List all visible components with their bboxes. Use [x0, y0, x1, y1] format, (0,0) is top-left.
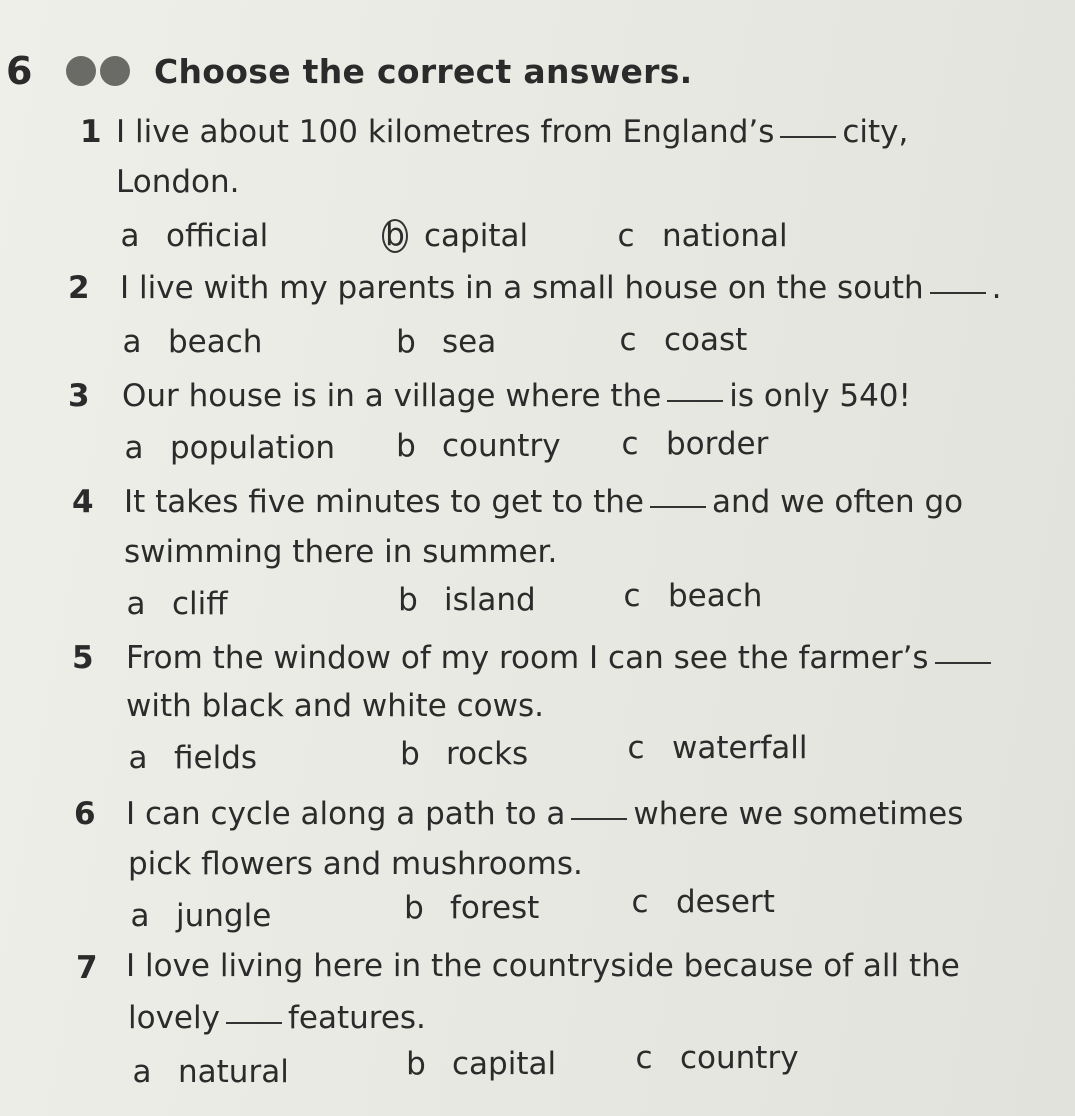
question-2-number: 2	[68, 270, 90, 306]
question-6-text-line-1: I can cycle along a path to a where we sometimes	[126, 796, 964, 832]
difficulty-dot-icon	[66, 56, 96, 86]
answer-blank[interactable]	[935, 662, 991, 664]
question-4-text-line-1: It takes five minutes to get to the and we often go	[124, 484, 964, 520]
question-5-text-line-1: From the window of my room I can see the farmer’s	[126, 640, 997, 676]
question-1-option-b[interactable]: b capital	[382, 218, 528, 254]
question-7-option-b[interactable]: b capital	[406, 1046, 557, 1082]
question-1-option-c[interactable]: c national	[617, 218, 788, 254]
question-4-number: 4	[72, 484, 94, 520]
question-1-option-a[interactable]: a official	[120, 218, 269, 254]
question-6-option-b[interactable]: b forest	[404, 890, 540, 926]
selected-circle-mark: b	[382, 219, 408, 253]
question-3-option-b[interactable]: b country	[396, 428, 561, 464]
question-2-option-b[interactable]: b sea	[396, 324, 497, 360]
question-6-number: 6	[74, 796, 96, 832]
question-4-option-a[interactable]: a cliff	[126, 586, 228, 622]
question-6-text-line-2: pick flowers and mushrooms.	[128, 846, 583, 882]
question-5-option-b[interactable]: b rocks	[400, 736, 529, 772]
question-4-text-line-2: swimming there in summer.	[124, 534, 558, 570]
question-4-option-b[interactable]: b island	[398, 582, 536, 618]
question-2-option-c[interactable]: c coast	[619, 322, 748, 358]
exercise-instruction: Choose the correct answers.	[154, 51, 693, 91]
question-6-option-a[interactable]: a jungle	[130, 898, 272, 934]
question-1-number: 1	[80, 114, 102, 150]
answer-blank[interactable]	[650, 506, 706, 508]
question-6-option-c[interactable]: c desert	[631, 884, 775, 920]
answer-blank[interactable]	[667, 400, 723, 402]
exercise-header	[6, 46, 693, 96]
answer-blank[interactable]	[571, 818, 627, 820]
exercise-number: 6	[6, 49, 33, 93]
question-3-number: 3	[68, 378, 90, 414]
answer-blank[interactable]	[930, 292, 986, 294]
question-7-text-line-1: I love living here in the countryside because of all the	[126, 948, 960, 984]
question-7-text-line-2: lovely features.	[128, 1000, 426, 1036]
question-1-text-line-1: I live about 100 kilometres from England’s city,	[116, 114, 909, 150]
answer-blank[interactable]	[226, 1022, 282, 1024]
question-7-option-a[interactable]: a natural	[132, 1054, 289, 1090]
question-2-option-a[interactable]: a beach	[122, 324, 263, 360]
question-3-text-line-1: Our house is in a village where the is only 540!	[122, 378, 911, 414]
question-5-text-line-2: with black and white cows.	[126, 688, 545, 724]
question-7-number: 7	[76, 950, 98, 986]
difficulty-dot-icon	[100, 56, 130, 86]
question-3-option-a[interactable]: a population	[124, 430, 335, 466]
question-1-text-line-2: London.	[116, 164, 240, 200]
difficulty-dots	[66, 56, 130, 86]
question-3-option-c[interactable]: c border	[621, 426, 769, 462]
answer-blank[interactable]	[780, 136, 836, 138]
question-4-option-c[interactable]: c beach	[623, 578, 763, 614]
question-2-text-line-1: I live with my parents in a small house on the south .	[120, 270, 1002, 306]
question-5-number: 5	[72, 640, 94, 676]
question-5-option-c[interactable]: c waterfall	[627, 730, 808, 766]
question-5-option-a[interactable]: a fields	[128, 740, 258, 776]
question-7-option-c[interactable]: c country	[635, 1040, 799, 1076]
